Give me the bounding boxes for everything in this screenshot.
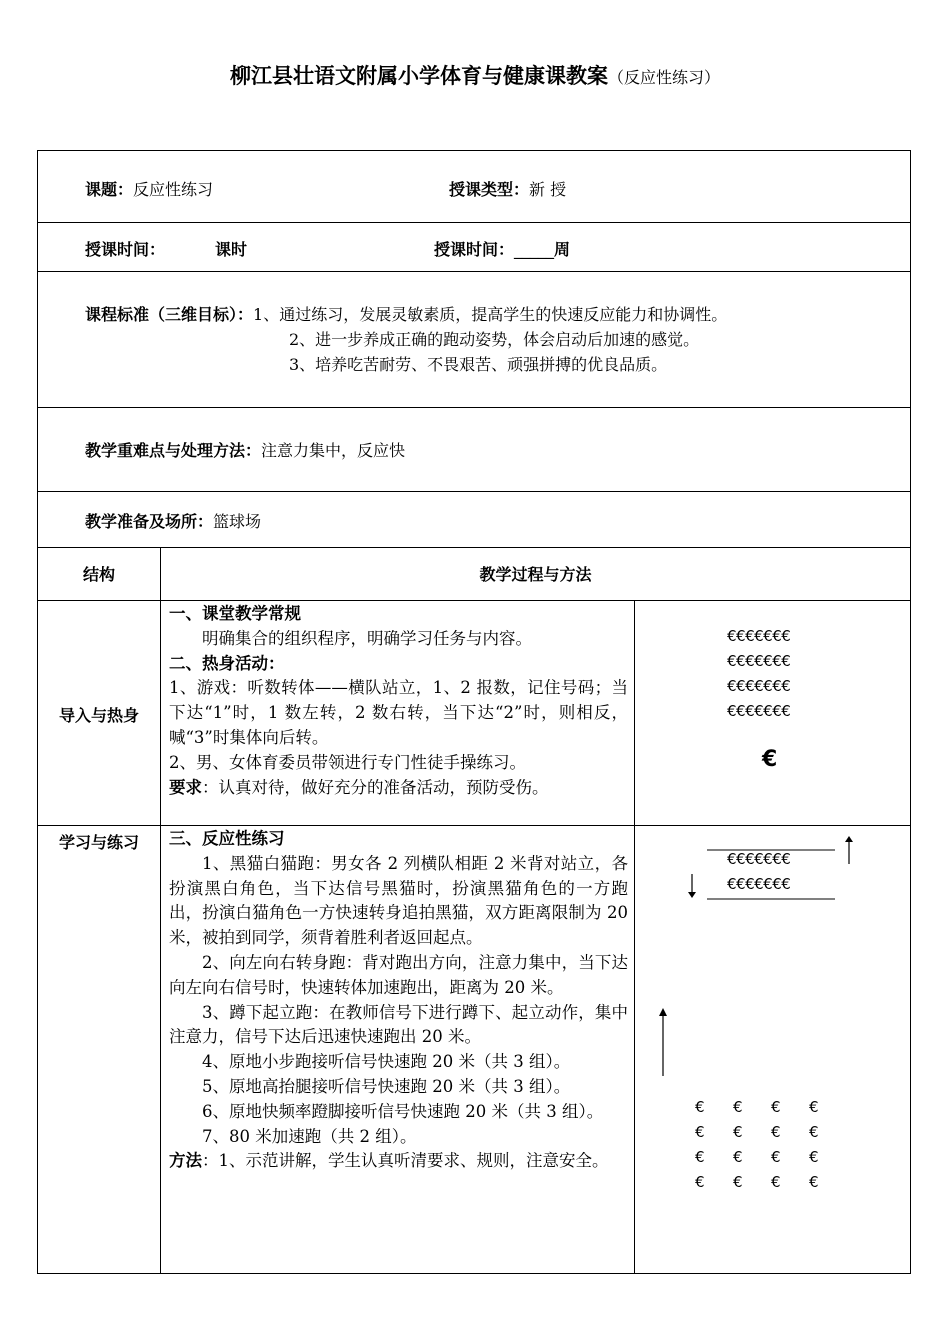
practice-item-3: 3、蹲下起立跑：在教师信号下进行蹲下、起立动作，集中注意力，信号下达后迅速快速跑出 20 米。: [169, 1002, 628, 1047]
practice-item-2: 2、向左向右转身跑：背对跑出方向，注意力集中，当下达向左向右信号时，快速转体加速跑出，距离为 20 米。: [169, 952, 628, 997]
week-label: 授课时间：: [434, 240, 515, 259]
grid-mark: €: [809, 1148, 819, 1166]
title-main: 柳江县壮语文附属小学体育与健康课教案: [229, 64, 608, 88]
teacher-marker: €: [762, 747, 777, 772]
grid-mark: €: [695, 1173, 705, 1191]
goal-2: 2、进一步养成正确的跑动姿势，体会启动后加速的感觉。: [289, 330, 700, 349]
practice-item-5: 5、原地高抬腿接听信号快速跑 20 米（共 3 组）。: [202, 1076, 571, 1096]
page-title: [0, 60, 950, 90]
type-value: 新 授: [529, 180, 567, 199]
structure-header: 结构: [82, 565, 115, 584]
grid-mark: €: [771, 1173, 781, 1191]
prep-row: [38, 492, 910, 548]
period-label: 课时: [215, 240, 248, 259]
topic-label: 课题：: [85, 180, 134, 199]
practice-item-7: 7、80 米加速跑（共 2 组）。: [202, 1126, 417, 1146]
title-sub: （反应性练习）: [607, 68, 720, 87]
keypoints-row: [38, 408, 910, 492]
keypoints-value: 注意力集中，反应快: [261, 441, 406, 460]
practice-heading: 三、反应性练习: [169, 829, 285, 848]
pair-row: €€€€€€€: [727, 875, 791, 893]
keypoints-label: 教学重难点与处理方法：: [85, 441, 262, 460]
time-row: [38, 223, 910, 272]
warmup-paragraph-1: 明确集合的组织程序，明确学习任务与内容。: [202, 628, 532, 648]
formation-row: €€€€€€€: [727, 702, 791, 720]
warmup-heading-2: 二、热身活动：: [169, 653, 285, 673]
week-suffix: 周: [554, 240, 571, 259]
process-header: 教学过程与方法: [479, 565, 592, 584]
grid-mark: €: [771, 1148, 781, 1166]
topic-value: 反应性练习: [133, 180, 214, 199]
time-label: 授课时间：: [85, 240, 166, 259]
grid-mark: €: [809, 1098, 819, 1116]
lesson-plan-table: [37, 150, 911, 1274]
topic-row: [38, 151, 910, 223]
method-label: 方法: [169, 1151, 202, 1171]
practice-item-1: 1、黑猫白猫跑：男女各 2 列横队相距 2 米背对站立，各扮演黑白角色，当下达信号黑猫时，扮演黑猫角色的一方跑出，扮演白猫角色一方快速转身追拍黑猫，双方距离限制为 20 米，被拍到同学，须背着胜利者返回起点。: [169, 853, 628, 948]
grid-mark: €: [809, 1123, 819, 1141]
grid-mark: €: [771, 1123, 781, 1141]
grid-mark: €: [733, 1098, 743, 1116]
grid-mark: €: [695, 1148, 705, 1166]
type-label: 授课类型：: [449, 180, 530, 199]
week-blank: _____: [514, 240, 555, 259]
practice-item-6: 6、原地快频率蹬脚接听信号快速跑 20 米（共 3 组）。: [202, 1101, 604, 1121]
standards-row: 课程标准（三维目标）：1、通过练习，发展灵敏素质，提高学生的快速反应能力和协调性。 2、进一步养成正确的跑动姿势，体会启动后加速的感觉。 3、培养吃苦耐劳、不畏艰苦、顽强拼搏的优良品质。: [38, 272, 910, 408]
practice-label: 学习与练习: [58, 833, 139, 852]
prep-label: 教学准备及场所：: [85, 512, 214, 531]
standards-label: 课程标准（三维目标）: [85, 305, 238, 324]
requirement-label: 要求: [169, 777, 202, 797]
formation-row: €€€€€€€: [727, 677, 791, 695]
grid-mark: €: [771, 1098, 781, 1116]
practice-section: [38, 826, 910, 1273]
grid-mark: €: [733, 1123, 743, 1141]
warmup-heading-1: 一、课堂教学常规: [169, 604, 301, 623]
formation-row: €€€€€€€: [727, 627, 791, 645]
grid-mark: €: [695, 1098, 705, 1116]
goal-3: 3、培养吃苦耐劳、不畏艰苦、顽强拼搏的优良品质。: [289, 355, 668, 374]
grid-mark: €: [733, 1148, 743, 1166]
grid-mark: €: [733, 1173, 743, 1191]
method-text: ：1、示范讲解，学生认真听清要求、规则，注意安全。: [202, 1151, 609, 1171]
practice-item-4: 4、原地小步跑接听信号快速跑 20 米（共 3 组）。: [202, 1052, 571, 1072]
practice-content: [169, 827, 628, 1174]
prep-value: 篮球场: [213, 512, 262, 531]
requirement-text: ：认真对待，做好充分的准备活动，预防受伤。: [202, 777, 549, 797]
warmup-paragraph-2: 1、游戏：听数转体——横队站立，1、2 报数，记住号码；当下达“1”时，1 数左转，2 数右转，当下达“2”时，则相反，喊“3”时集体向后转。: [169, 678, 628, 747]
warmup-content: [169, 602, 628, 800]
goal-1: 1、通过练习，发展灵敏素质，提高学生的快速反应能力和协调性。: [253, 305, 728, 324]
grid-mark: €: [809, 1173, 819, 1191]
warmup-label: 导入与热身: [58, 706, 139, 725]
column-header-row: [38, 548, 910, 601]
grid-mark: €: [695, 1123, 705, 1141]
formation-row: €€€€€€€: [727, 652, 791, 670]
practice-diagram: [635, 826, 910, 1273]
pair-row: €€€€€€€: [727, 850, 791, 868]
warmup-section: [38, 601, 910, 826]
warmup-paragraph-3: 2、男、女体育委员带领进行专门性徒手操练习。: [169, 752, 526, 772]
